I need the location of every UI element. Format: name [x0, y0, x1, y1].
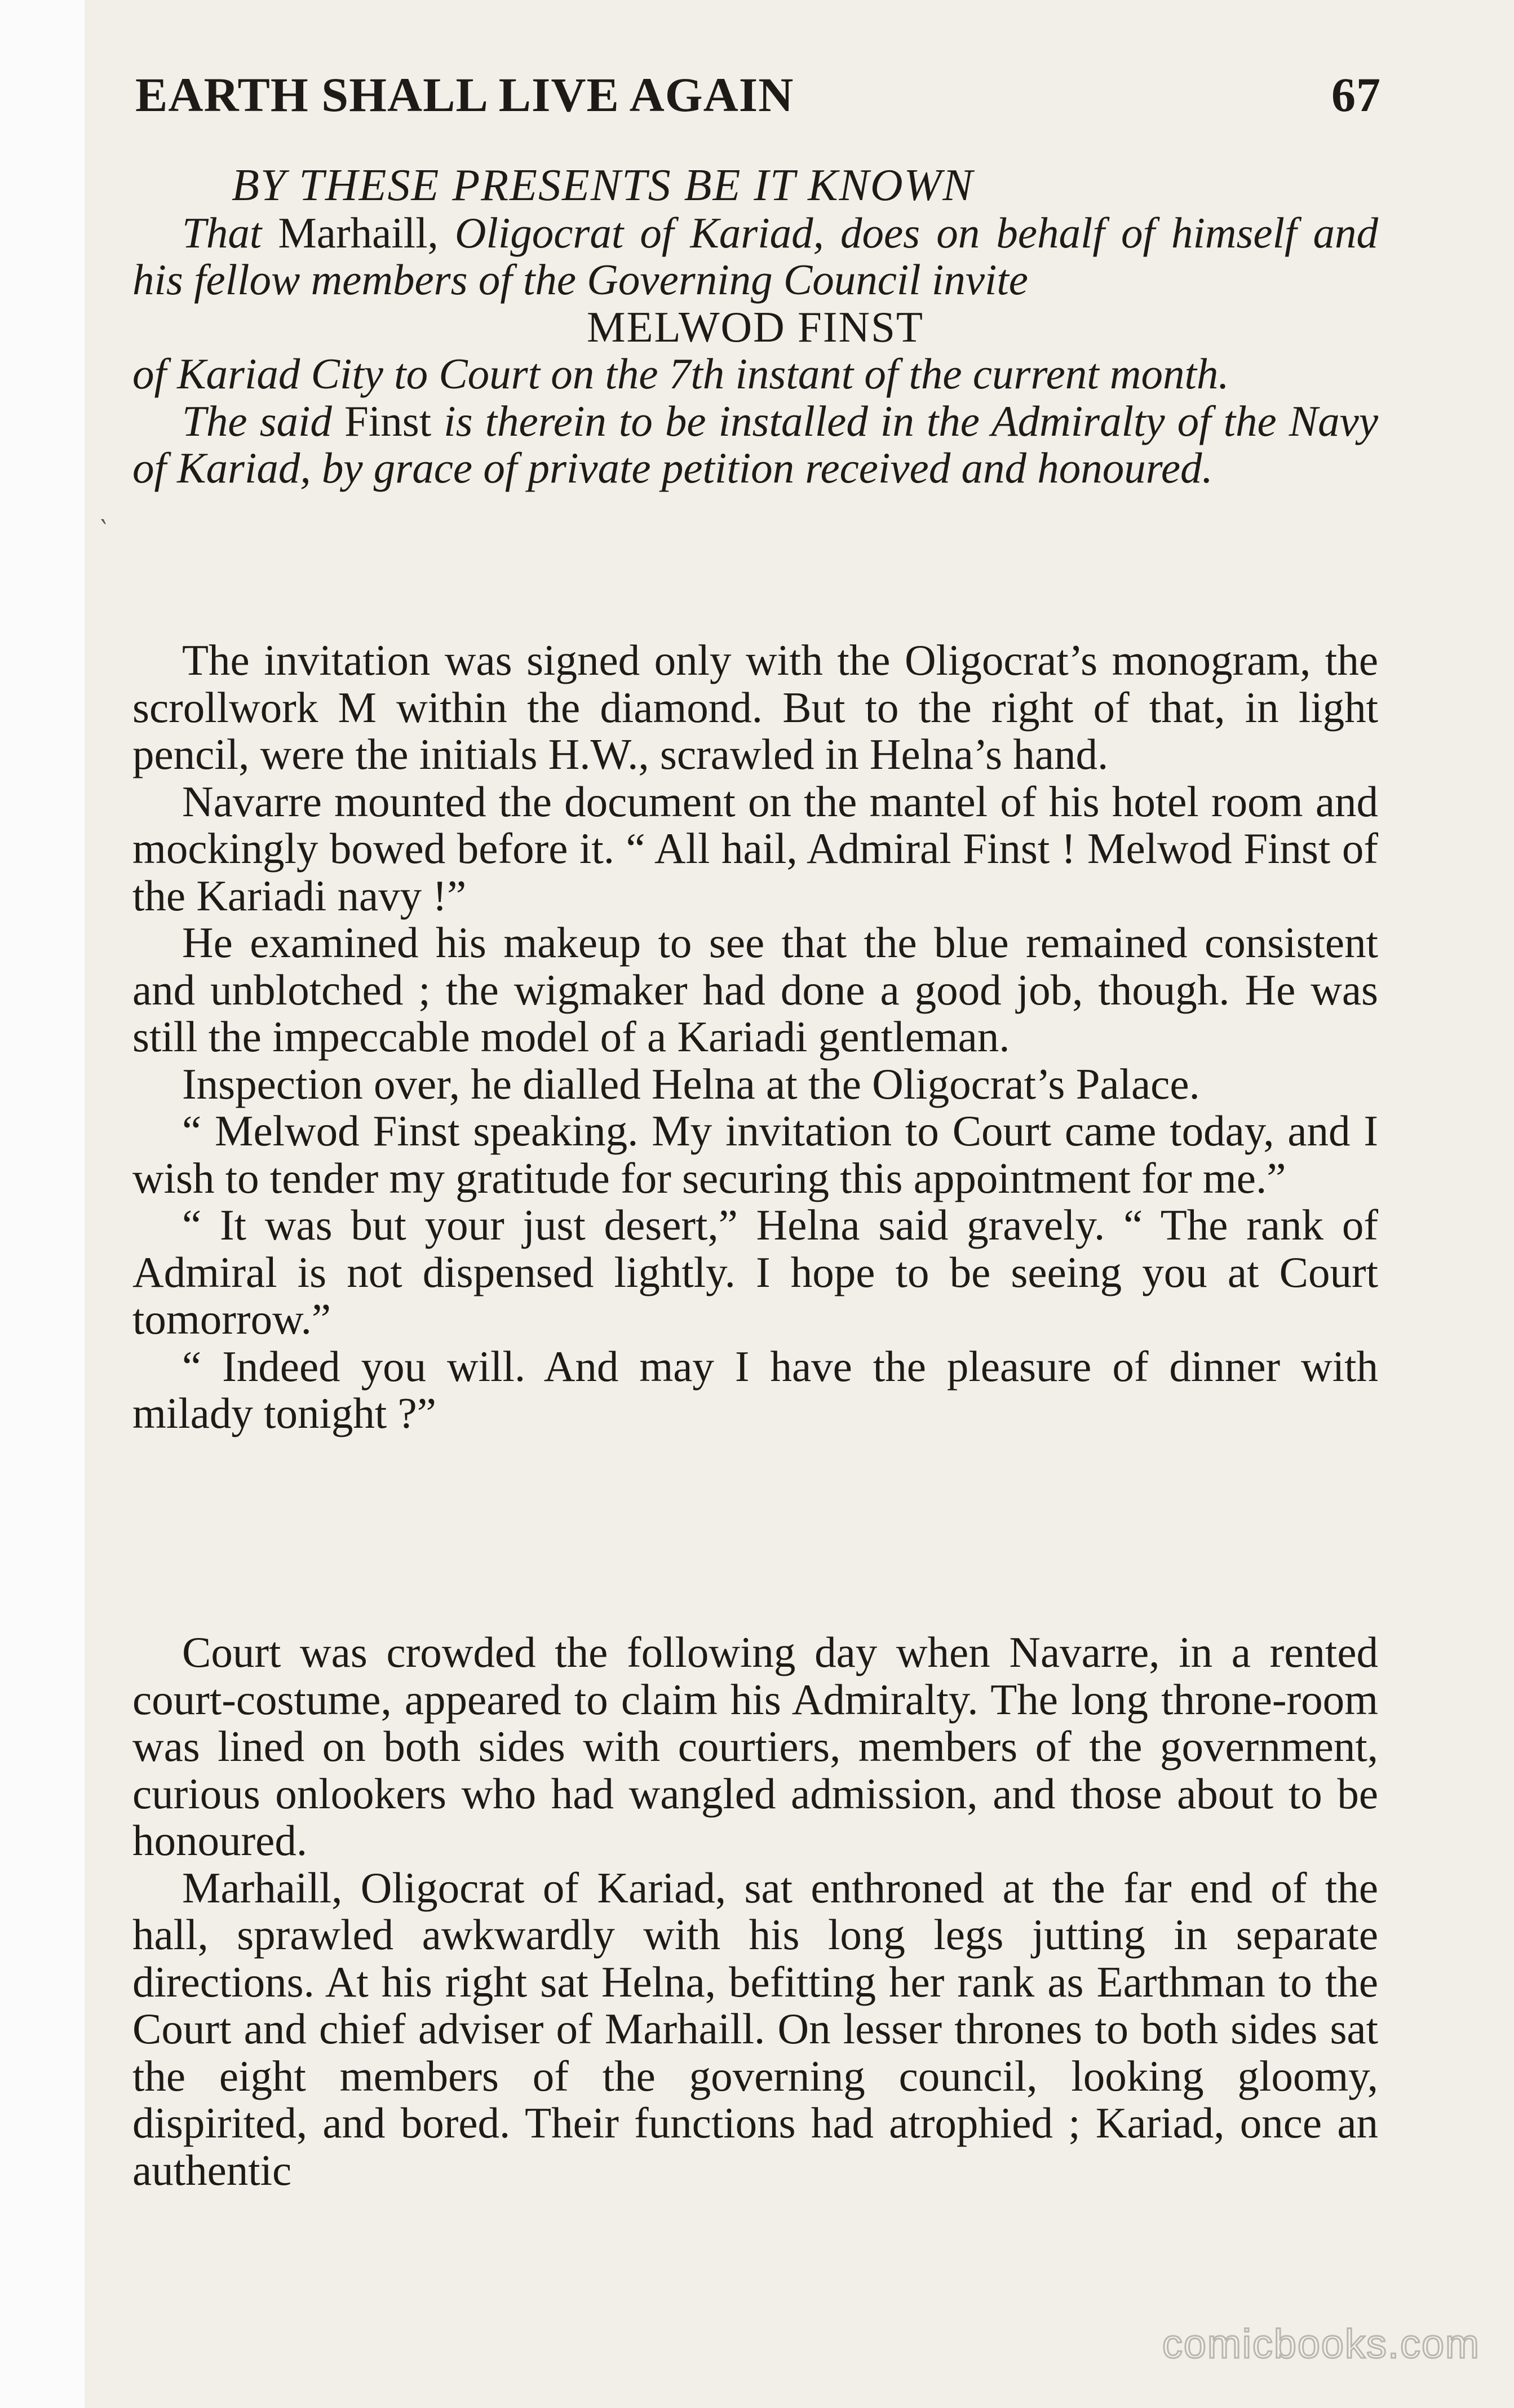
paragraph: “ Melwod Finst speaking. My invitation to Court came today, and I wish to tender my gratitude for securing this appointment for me.” — [132, 1106, 1378, 1202]
paragraph: He examined his makeup to see that the blue remained consistent and unblotched ; the wigmaker had done a good job, though. He was still the impeccable model of a Kariadi gentleman. — [132, 918, 1378, 1061]
invitation-block — [132, 162, 1378, 492]
narrative-section-1 — [132, 637, 1378, 1437]
running-title: EARTH SHALL LIVE AGAIN — [135, 68, 794, 122]
page-number: 67 — [1331, 68, 1381, 122]
paragraph: Marhaill, Oligocrat of Kariad, sat enthroned at the far end of the hall, sprawled awkwardly with his long legs jutting in separate directions. At his right sat Helna, befitting her rank as Earthman to the Court and chief adviser of Marhaill. On lesser thrones to both sides sat the eight members of the governing council, looking gloomy, dispirited, and bored. Their functions had atrophied ; Kariad, once an authentic — [132, 1863, 1378, 2194]
watermark-logo: comicbooks.com — [1162, 2322, 1480, 2367]
narrative-section-2 — [132, 1629, 1378, 2194]
invitation-paragraph-3: The said Finst is therein to be installed in the Admiralty of the Navy of Kariad, by grace of private petition received and honoured. — [132, 396, 1379, 492]
paragraph: Inspection over, he dialled Helna at the Oligocrat’s Palace. — [182, 1059, 1200, 1108]
invitation-paragraph-1: That Marhaill, Oligocrat of Kariad, does on behalf of himself and his fellow members of the Governing Council invite — [132, 208, 1378, 304]
scan-margin — [0, 0, 85, 2408]
paragraph: The invitation was signed only with the Oligocrat’s monogram, the scrollwork M within the diamond. But to the right of that, in light pencil, were the initials H.W., scrawled in Helna’s hand. — [132, 636, 1378, 778]
running-header — [135, 67, 1381, 134]
invitation-paragraph-2: of Kariad City to Court on the 7th instant of the current month. — [132, 349, 1229, 398]
invitation-heading: BY THESE PRESENTS BE IT KNOWN — [232, 161, 974, 210]
invitee-name: MELWOD FINST — [587, 302, 924, 351]
paragraph: Court was crowded the following day when Navarre, in a rented court-costume, appeared to claim his Admiralty. The long throne-room was lined on both sides with courtiers, members of the government, curious onlookers who had wangled admission, and those about to be honoured. — [132, 1628, 1378, 1865]
paragraph: Navarre mounted the document on the mantel of his hotel room and mockingly bowed before it. “ All hail, Admiral Finst ! Melwod Finst of the Kariadi navy !” — [132, 777, 1378, 920]
margin-mark: ‵ — [100, 515, 107, 545]
paragraph: “ It was but your just desert,” Helna said gravely. “ The rank of Admiral is not dispensed lightly. I hope to be seeing you at Court tomorrow.” — [132, 1201, 1378, 1343]
paragraph: “ Indeed you will. And may I have the pleasure of dinner with milady tonight ?” — [132, 1342, 1378, 1437]
